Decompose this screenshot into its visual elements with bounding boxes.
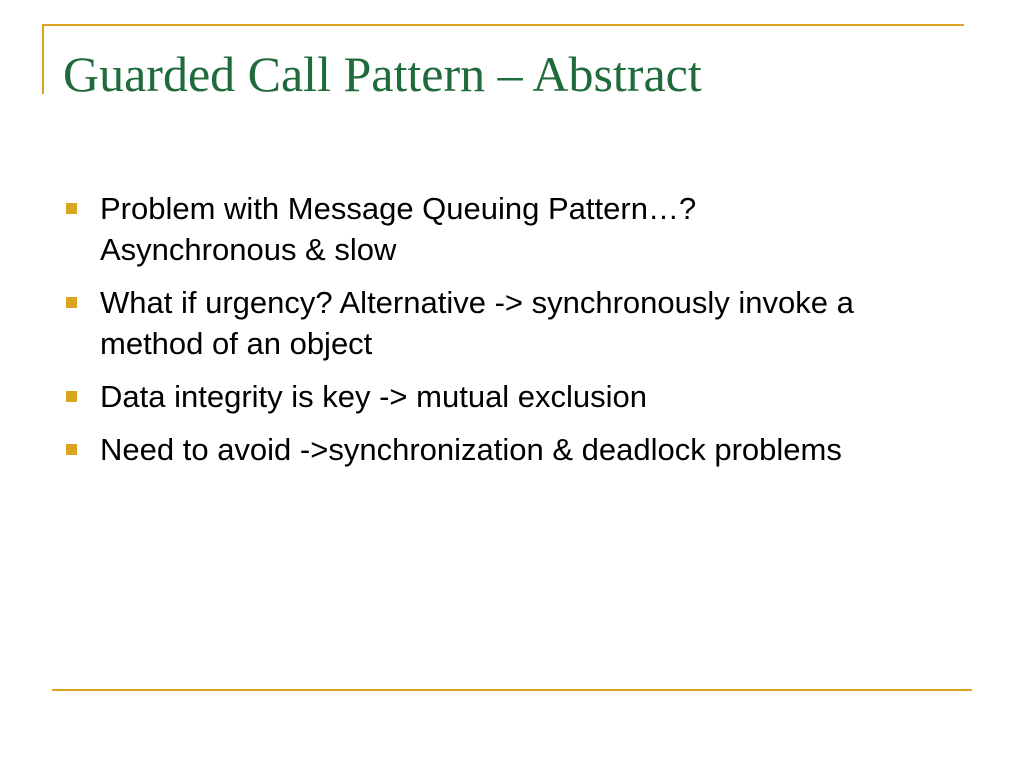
- bullet-text: What if urgency? Alternative -> synchronously invoke a method of an object: [100, 285, 854, 361]
- slide-title: Guarded Call Pattern – Abstract: [63, 46, 702, 102]
- bullet-text: Problem with Message Queuing Pattern…? Asynchronous & slow: [100, 191, 697, 267]
- left-rule: [42, 24, 44, 94]
- square-bullet-icon: [66, 391, 77, 402]
- top-rule: [44, 24, 964, 26]
- square-bullet-icon: [66, 203, 77, 214]
- bullet-item: [66, 429, 886, 470]
- bullet-text: Data integrity is key -> mutual exclusion: [100, 379, 648, 414]
- bullet-text: Need to avoid ->synchronization & deadlock problems: [100, 432, 842, 467]
- square-bullet-icon: [66, 297, 77, 308]
- bullet-item: [66, 188, 886, 270]
- bullet-list: [66, 188, 886, 482]
- bullet-item: [66, 282, 886, 364]
- bullet-item: [66, 376, 886, 417]
- square-bullet-icon: [66, 444, 77, 455]
- bottom-rule: [52, 689, 972, 691]
